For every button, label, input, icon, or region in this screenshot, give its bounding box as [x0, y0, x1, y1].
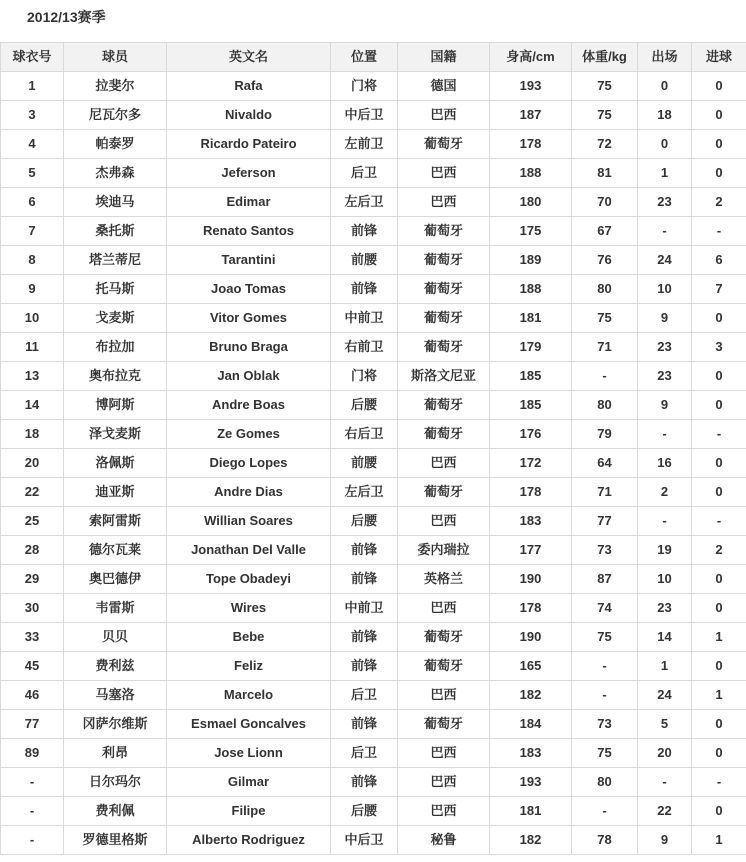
cell-height: 187 — [490, 101, 572, 130]
cell-position: 左前卫 — [331, 130, 398, 159]
table-row — [1, 217, 746, 246]
cell-english-name: Wires — [167, 594, 331, 623]
column-header-player-name: 球员 — [64, 43, 167, 72]
cell-player-name: 费利兹 — [64, 652, 167, 681]
cell-nationality: 巴西 — [398, 101, 490, 130]
cell-position: 右前卫 — [331, 333, 398, 362]
table-row — [1, 246, 746, 275]
cell-jersey-number: 20 — [1, 449, 64, 478]
cell-position: 中前卫 — [331, 304, 398, 333]
cell-appearances: 0 — [638, 72, 692, 101]
table-row — [1, 275, 746, 304]
cell-nationality: 葡萄牙 — [398, 391, 490, 420]
cell-goals: 0 — [692, 101, 746, 130]
cell-appearances: - — [638, 768, 692, 797]
table-row — [1, 188, 746, 217]
cell-nationality: 葡萄牙 — [398, 420, 490, 449]
cell-jersey-number: 46 — [1, 681, 64, 710]
cell-weight: 79 — [572, 420, 638, 449]
cell-position: 中后卫 — [331, 826, 398, 855]
cell-goals: 0 — [692, 362, 746, 391]
cell-jersey-number: 5 — [1, 159, 64, 188]
cell-jersey-number: 29 — [1, 565, 64, 594]
cell-weight: 64 — [572, 449, 638, 478]
cell-goals: 1 — [692, 826, 746, 855]
cell-appearances: 1 — [638, 652, 692, 681]
cell-goals: - — [692, 768, 746, 797]
table-row — [1, 826, 746, 855]
cell-weight: 67 — [572, 217, 638, 246]
cell-english-name: Rafa — [167, 72, 331, 101]
cell-english-name: Nivaldo — [167, 101, 331, 130]
cell-goals: 7 — [692, 275, 746, 304]
cell-appearances: - — [638, 217, 692, 246]
cell-height: 178 — [490, 594, 572, 623]
table-row — [1, 101, 746, 130]
cell-goals: 0 — [692, 72, 746, 101]
cell-english-name: Jonathan Del Valle — [167, 536, 331, 565]
cell-nationality: 巴西 — [398, 188, 490, 217]
cell-height: 179 — [490, 333, 572, 362]
cell-goals: 0 — [692, 449, 746, 478]
cell-jersey-number: - — [1, 768, 64, 797]
cell-player-name: 托马斯 — [64, 275, 167, 304]
cell-player-name: 杰弗森 — [64, 159, 167, 188]
cell-english-name: Andre Dias — [167, 478, 331, 507]
cell-player-name: 罗德里格斯 — [64, 826, 167, 855]
cell-nationality: 葡萄牙 — [398, 623, 490, 652]
cell-nationality: 委内瑞拉 — [398, 536, 490, 565]
cell-goals: - — [692, 217, 746, 246]
cell-position: 左后卫 — [331, 478, 398, 507]
cell-player-name: 戈麦斯 — [64, 304, 167, 333]
cell-english-name: Ricardo Pateiro — [167, 130, 331, 159]
cell-nationality: 秘鲁 — [398, 826, 490, 855]
table-row — [1, 449, 746, 478]
cell-player-name: 博阿斯 — [64, 391, 167, 420]
table-row — [1, 507, 746, 536]
cell-height: 181 — [490, 304, 572, 333]
cell-english-name: Marcelo — [167, 681, 331, 710]
cell-weight: 87 — [572, 565, 638, 594]
table-row — [1, 623, 746, 652]
cell-player-name: 拉斐尔 — [64, 72, 167, 101]
cell-goals: 0 — [692, 478, 746, 507]
cell-position: 前锋 — [331, 536, 398, 565]
cell-appearances: 10 — [638, 275, 692, 304]
cell-english-name: Andre Boas — [167, 391, 331, 420]
cell-player-name: 费利佩 — [64, 797, 167, 826]
cell-weight: 75 — [572, 739, 638, 768]
cell-english-name: Renato Santos — [167, 217, 331, 246]
cell-appearances: 10 — [638, 565, 692, 594]
cell-weight: 80 — [572, 768, 638, 797]
table-row — [1, 768, 746, 797]
column-header-appearances: 出场 — [638, 43, 692, 72]
cell-appearances: 16 — [638, 449, 692, 478]
cell-jersey-number: 7 — [1, 217, 64, 246]
cell-english-name: Bruno Braga — [167, 333, 331, 362]
cell-weight: 78 — [572, 826, 638, 855]
table-row — [1, 420, 746, 449]
cell-player-name: 奥布拉克 — [64, 362, 167, 391]
cell-appearances: 19 — [638, 536, 692, 565]
cell-height: 185 — [490, 391, 572, 420]
cell-goals: 0 — [692, 710, 746, 739]
cell-jersey-number: 22 — [1, 478, 64, 507]
cell-position: 前腰 — [331, 246, 398, 275]
cell-height: 190 — [490, 565, 572, 594]
cell-height: 193 — [490, 768, 572, 797]
cell-height: 165 — [490, 652, 572, 681]
cell-position: 前锋 — [331, 275, 398, 304]
cell-nationality: 葡萄牙 — [398, 478, 490, 507]
cell-english-name: Tope Obadeyi — [167, 565, 331, 594]
cell-goals: - — [692, 420, 746, 449]
cell-player-name: 塔兰蒂尼 — [64, 246, 167, 275]
cell-appearances: 18 — [638, 101, 692, 130]
cell-appearances: 22 — [638, 797, 692, 826]
table-row — [1, 681, 746, 710]
cell-player-name: 日尔玛尔 — [64, 768, 167, 797]
roster-table-header — [1, 43, 746, 72]
cell-nationality: 葡萄牙 — [398, 652, 490, 681]
cell-position: 后卫 — [331, 159, 398, 188]
table-row — [1, 159, 746, 188]
cell-player-name: 德尔瓦莱 — [64, 536, 167, 565]
cell-weight: 73 — [572, 536, 638, 565]
cell-player-name: 迪亚斯 — [64, 478, 167, 507]
cell-goals: 1 — [692, 681, 746, 710]
cell-height: 190 — [490, 623, 572, 652]
cell-nationality: 葡萄牙 — [398, 246, 490, 275]
table-row — [1, 478, 746, 507]
cell-goals: 0 — [692, 652, 746, 681]
cell-jersey-number: 28 — [1, 536, 64, 565]
cell-weight: - — [572, 797, 638, 826]
cell-appearances: 24 — [638, 246, 692, 275]
cell-nationality: 巴西 — [398, 594, 490, 623]
cell-position: 后卫 — [331, 739, 398, 768]
cell-height: 180 — [490, 188, 572, 217]
cell-english-name: Tarantini — [167, 246, 331, 275]
cell-height: 178 — [490, 478, 572, 507]
cell-jersey-number: 9 — [1, 275, 64, 304]
cell-weight: 75 — [572, 101, 638, 130]
cell-position: 前腰 — [331, 449, 398, 478]
header-row — [1, 43, 746, 72]
cell-appearances: 1 — [638, 159, 692, 188]
cell-player-name: 埃迪马 — [64, 188, 167, 217]
cell-english-name: Filipe — [167, 797, 331, 826]
cell-appearances: - — [638, 420, 692, 449]
cell-jersey-number: 18 — [1, 420, 64, 449]
cell-jersey-number: 14 — [1, 391, 64, 420]
table-row — [1, 797, 746, 826]
cell-jersey-number: 4 — [1, 130, 64, 159]
cell-appearances: 23 — [638, 594, 692, 623]
cell-jersey-number: 13 — [1, 362, 64, 391]
cell-position: 后腰 — [331, 391, 398, 420]
cell-position: 后腰 — [331, 797, 398, 826]
cell-weight: 77 — [572, 507, 638, 536]
cell-nationality: 巴西 — [398, 159, 490, 188]
table-row — [1, 536, 746, 565]
cell-height: 182 — [490, 681, 572, 710]
cell-position: 中后卫 — [331, 101, 398, 130]
table-row — [1, 739, 746, 768]
cell-jersey-number: - — [1, 797, 64, 826]
cell-english-name: Jeferson — [167, 159, 331, 188]
cell-weight: 76 — [572, 246, 638, 275]
cell-appearances: 14 — [638, 623, 692, 652]
cell-english-name: Gilmar — [167, 768, 331, 797]
cell-nationality: 巴西 — [398, 507, 490, 536]
cell-nationality: 葡萄牙 — [398, 217, 490, 246]
cell-english-name: Willian Soares — [167, 507, 331, 536]
cell-player-name: 洛佩斯 — [64, 449, 167, 478]
cell-appearances: 2 — [638, 478, 692, 507]
cell-height: 181 — [490, 797, 572, 826]
cell-position: 前锋 — [331, 652, 398, 681]
cell-height: 193 — [490, 72, 572, 101]
table-row — [1, 565, 746, 594]
cell-height: 176 — [490, 420, 572, 449]
cell-goals: 1 — [692, 623, 746, 652]
cell-height: 183 — [490, 739, 572, 768]
cell-goals: 2 — [692, 188, 746, 217]
cell-english-name: Jose Lionn — [167, 739, 331, 768]
cell-weight: 71 — [572, 333, 638, 362]
cell-appearances: 24 — [638, 681, 692, 710]
cell-appearances: 5 — [638, 710, 692, 739]
cell-appearances: 9 — [638, 304, 692, 333]
cell-nationality: 巴西 — [398, 739, 490, 768]
cell-nationality: 葡萄牙 — [398, 275, 490, 304]
cell-appearances: 9 — [638, 391, 692, 420]
cell-position: 中前卫 — [331, 594, 398, 623]
cell-goals: 0 — [692, 565, 746, 594]
cell-nationality: 德国 — [398, 72, 490, 101]
table-row — [1, 362, 746, 391]
cell-position: 后卫 — [331, 681, 398, 710]
cell-nationality: 巴西 — [398, 681, 490, 710]
table-row — [1, 391, 746, 420]
cell-nationality: 葡萄牙 — [398, 304, 490, 333]
column-header-position: 位置 — [331, 43, 398, 72]
cell-player-name: 索阿雷斯 — [64, 507, 167, 536]
cell-nationality: 葡萄牙 — [398, 130, 490, 159]
roster-table-body — [1, 72, 746, 855]
cell-player-name: 韦雷斯 — [64, 594, 167, 623]
cell-goals: 0 — [692, 130, 746, 159]
cell-height: 183 — [490, 507, 572, 536]
cell-weight: 80 — [572, 391, 638, 420]
cell-weight: - — [572, 362, 638, 391]
cell-jersey-number: 33 — [1, 623, 64, 652]
cell-nationality: 巴西 — [398, 768, 490, 797]
cell-player-name: 贝贝 — [64, 623, 167, 652]
cell-player-name: 冈萨尔维斯 — [64, 710, 167, 739]
column-header-english-name: 英文名 — [167, 43, 331, 72]
cell-jersey-number: 89 — [1, 739, 64, 768]
cell-goals: 3 — [692, 333, 746, 362]
table-row — [1, 333, 746, 362]
cell-english-name: Esmael Goncalves — [167, 710, 331, 739]
cell-nationality: 巴西 — [398, 797, 490, 826]
cell-goals: 0 — [692, 739, 746, 768]
cell-height: 177 — [490, 536, 572, 565]
cell-jersey-number: 45 — [1, 652, 64, 681]
cell-position: 前锋 — [331, 768, 398, 797]
cell-jersey-number: 11 — [1, 333, 64, 362]
cell-height: 172 — [490, 449, 572, 478]
cell-player-name: 布拉加 — [64, 333, 167, 362]
cell-goals: 0 — [692, 594, 746, 623]
cell-nationality: 葡萄牙 — [398, 710, 490, 739]
cell-appearances: 0 — [638, 130, 692, 159]
cell-appearances: 9 — [638, 826, 692, 855]
cell-weight: 75 — [572, 304, 638, 333]
cell-goals: 0 — [692, 159, 746, 188]
column-header-nationality: 国籍 — [398, 43, 490, 72]
cell-height: 185 — [490, 362, 572, 391]
cell-position: 门将 — [331, 362, 398, 391]
cell-weight: - — [572, 681, 638, 710]
table-row — [1, 594, 746, 623]
cell-player-name: 奥巴德伊 — [64, 565, 167, 594]
cell-jersey-number: 30 — [1, 594, 64, 623]
column-header-goals: 进球 — [692, 43, 746, 72]
table-row — [1, 652, 746, 681]
cell-weight: 80 — [572, 275, 638, 304]
cell-player-name: 泽戈麦斯 — [64, 420, 167, 449]
cell-appearances: 23 — [638, 333, 692, 362]
cell-english-name: Alberto Rodriguez — [167, 826, 331, 855]
cell-goals: 0 — [692, 797, 746, 826]
cell-weight: 71 — [572, 478, 638, 507]
cell-weight: 73 — [572, 710, 638, 739]
cell-goals: 0 — [692, 391, 746, 420]
cell-weight: 70 — [572, 188, 638, 217]
cell-nationality: 葡萄牙 — [398, 333, 490, 362]
cell-position: 前锋 — [331, 710, 398, 739]
cell-nationality: 英格兰 — [398, 565, 490, 594]
cell-goals: 0 — [692, 304, 746, 333]
cell-jersey-number: 10 — [1, 304, 64, 333]
cell-weight: 72 — [572, 130, 638, 159]
cell-position: 后腰 — [331, 507, 398, 536]
cell-english-name: Vitor Gomes — [167, 304, 331, 333]
cell-position: 前锋 — [331, 623, 398, 652]
cell-player-name: 帕泰罗 — [64, 130, 167, 159]
cell-english-name: Bebe — [167, 623, 331, 652]
cell-jersey-number: 3 — [1, 101, 64, 130]
cell-weight: 81 — [572, 159, 638, 188]
cell-appearances: 23 — [638, 362, 692, 391]
cell-english-name: Edimar — [167, 188, 331, 217]
cell-position: 右后卫 — [331, 420, 398, 449]
cell-player-name: 马塞洛 — [64, 681, 167, 710]
cell-jersey-number: 8 — [1, 246, 64, 275]
cell-jersey-number: 6 — [1, 188, 64, 217]
column-header-weight: 体重/kg — [572, 43, 638, 72]
cell-english-name: Feliz — [167, 652, 331, 681]
cell-english-name: Diego Lopes — [167, 449, 331, 478]
table-row — [1, 72, 746, 101]
column-header-jersey-number: 球衣号 — [1, 43, 64, 72]
season-title: 2012/13赛季 — [27, 9, 106, 25]
cell-weight: 74 — [572, 594, 638, 623]
cell-player-name: 桑托斯 — [64, 217, 167, 246]
cell-appearances: - — [638, 507, 692, 536]
table-row — [1, 710, 746, 739]
table-row — [1, 130, 746, 159]
cell-jersey-number: 77 — [1, 710, 64, 739]
cell-english-name: Ze Gomes — [167, 420, 331, 449]
cell-weight: 75 — [572, 72, 638, 101]
cell-height: 175 — [490, 217, 572, 246]
cell-position: 前锋 — [331, 217, 398, 246]
cell-english-name: Jan Oblak — [167, 362, 331, 391]
cell-nationality: 斯洛文尼亚 — [398, 362, 490, 391]
cell-jersey-number: 25 — [1, 507, 64, 536]
cell-goals: 6 — [692, 246, 746, 275]
cell-height: 182 — [490, 826, 572, 855]
cell-jersey-number: - — [1, 826, 64, 855]
cell-jersey-number: 1 — [1, 72, 64, 101]
cell-player-name: 尼瓦尔多 — [64, 101, 167, 130]
cell-weight: - — [572, 652, 638, 681]
cell-height: 188 — [490, 159, 572, 188]
cell-english-name: Joao Tomas — [167, 275, 331, 304]
cell-goals: - — [692, 507, 746, 536]
cell-goals: 2 — [692, 536, 746, 565]
cell-player-name: 利昂 — [64, 739, 167, 768]
cell-appearances: 23 — [638, 188, 692, 217]
cell-position: 门将 — [331, 72, 398, 101]
column-header-height: 身高/cm — [490, 43, 572, 72]
cell-weight: 75 — [572, 623, 638, 652]
cell-height: 184 — [490, 710, 572, 739]
cell-appearances: 20 — [638, 739, 692, 768]
cell-height: 188 — [490, 275, 572, 304]
cell-height: 189 — [490, 246, 572, 275]
cell-position: 左后卫 — [331, 188, 398, 217]
cell-position: 前锋 — [331, 565, 398, 594]
roster-table — [0, 42, 746, 855]
table-row — [1, 304, 746, 333]
cell-height: 178 — [490, 130, 572, 159]
cell-nationality: 巴西 — [398, 449, 490, 478]
